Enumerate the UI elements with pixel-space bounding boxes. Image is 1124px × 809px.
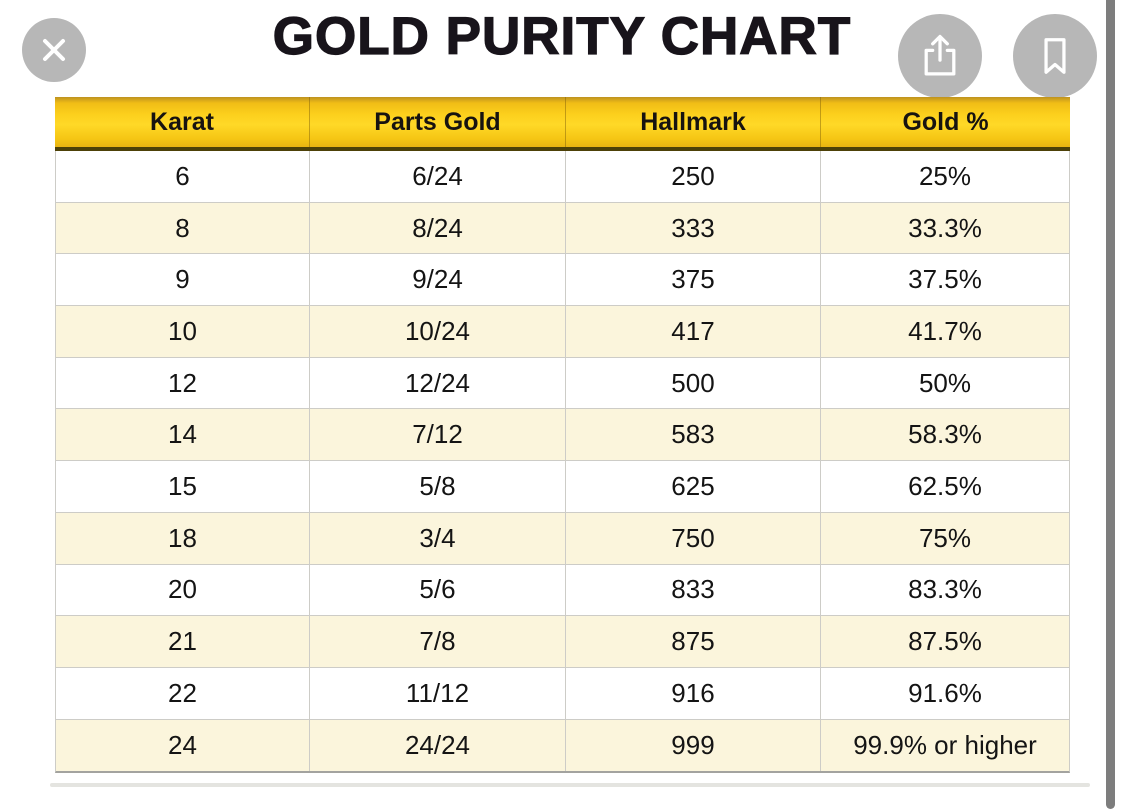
- table-cell: 10: [56, 306, 310, 357]
- table-cell: 8/24: [310, 203, 566, 254]
- table-cell: 22: [56, 668, 310, 719]
- table-cell: 18: [56, 513, 310, 564]
- table-row: [56, 513, 1069, 565]
- share-button[interactable]: [898, 14, 982, 98]
- table-cell: 15: [56, 461, 310, 512]
- table-cell: 10/24: [310, 306, 566, 357]
- column-header-hallmark: Hallmark: [566, 97, 821, 147]
- table-cell: 9: [56, 254, 310, 305]
- table-cell: 21: [56, 616, 310, 667]
- page-title: GOLD PURITY CHART: [272, 7, 852, 66]
- column-header-gold-pct: Gold %: [902, 107, 989, 136]
- table-row: [56, 254, 1069, 306]
- table-cell: 5/6: [310, 565, 566, 616]
- table-cell: 375: [566, 254, 821, 305]
- table-cell: 25%: [918, 160, 972, 191]
- table-cell: 33.3%: [908, 212, 982, 243]
- table-cell: 75%: [918, 522, 972, 553]
- table-row: [56, 720, 1069, 772]
- table-cell: 500: [566, 358, 821, 409]
- table-cell: 750: [566, 513, 821, 564]
- table-body: [55, 151, 1070, 773]
- close-button[interactable]: [22, 18, 86, 82]
- table-row: [56, 151, 1069, 203]
- table-cell: 875: [566, 616, 821, 667]
- table-header-row: [55, 97, 1070, 151]
- table-cell: 6: [56, 151, 310, 202]
- vertical-scrollbar[interactable]: [1106, 0, 1115, 809]
- table-cell: 250: [566, 151, 821, 202]
- column-header-karat: Karat: [55, 97, 310, 147]
- table-row: [56, 306, 1069, 358]
- table-cell: 625: [566, 461, 821, 512]
- bookmark-button[interactable]: [1013, 14, 1097, 98]
- table-cell: 11/12: [310, 668, 566, 719]
- table-cell: 3/4: [310, 513, 566, 564]
- table-row: [56, 409, 1069, 461]
- table-row: [56, 358, 1069, 410]
- share-icon: [914, 30, 966, 82]
- table-cell: 8: [56, 203, 310, 254]
- table-cell: 24: [56, 720, 310, 772]
- table-cell: 62.5%: [908, 470, 982, 501]
- table-cell: 99.9% or higher: [853, 729, 1037, 760]
- table-cell: 5/8: [310, 461, 566, 512]
- table-cell: 50%: [918, 367, 972, 398]
- table-cell: 12/24: [310, 358, 566, 409]
- gold-purity-table: [55, 97, 1070, 773]
- table-cell: 9/24: [310, 254, 566, 305]
- column-header-parts-gold: Parts Gold: [310, 97, 566, 147]
- table-cell: 37.5%: [908, 264, 982, 295]
- bookmark-icon: [1029, 30, 1081, 82]
- table-cell: 58.3%: [908, 419, 982, 450]
- table-cell: 14: [56, 409, 310, 460]
- table-cell: 20: [56, 565, 310, 616]
- close-icon: [37, 33, 71, 67]
- table-cell: 583: [566, 409, 821, 460]
- table-cell: 87.5%: [908, 626, 982, 657]
- table-cell: 417: [566, 306, 821, 357]
- table-cell: 6/24: [310, 151, 566, 202]
- table-row: [56, 461, 1069, 513]
- table-row: [56, 203, 1069, 255]
- table-row: [56, 616, 1069, 668]
- table-cell: 7/8: [310, 616, 566, 667]
- table-cell: 7/12: [310, 409, 566, 460]
- table-cell: 83.3%: [908, 574, 982, 605]
- table-row: [56, 668, 1069, 720]
- table-cell: 41.7%: [908, 315, 982, 346]
- table-cell: 999: [566, 720, 821, 772]
- table-cell: 916: [566, 668, 821, 719]
- table-cell: 833: [566, 565, 821, 616]
- table-bottom-shadow: [50, 783, 1090, 787]
- table-cell: 24/24: [310, 720, 566, 772]
- table-cell: 333: [566, 203, 821, 254]
- table-cell: 91.6%: [908, 677, 982, 708]
- table-row: [56, 565, 1069, 617]
- table-cell: 12: [56, 358, 310, 409]
